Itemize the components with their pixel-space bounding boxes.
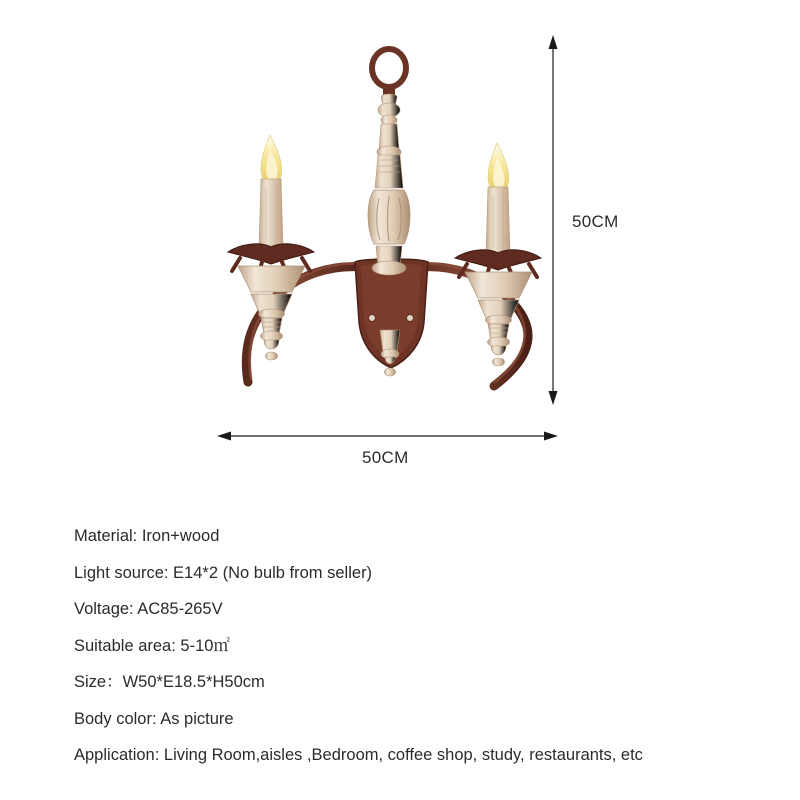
spec-size: Size：W50*E18.5*H50cm: [74, 673, 265, 691]
width-dimension-label: 50CM: [362, 448, 409, 467]
spec-material: Material: Iron+wood: [74, 527, 220, 545]
specification-list: [74, 528, 774, 764]
spec-application: Application: Living Room,aisles ,Bedroom, coffee shop, study, restaurants, etc: [74, 746, 643, 764]
spec-voltage: Voltage: AC85-265V: [74, 600, 223, 618]
spec-light-source: Light source: E14*2 (No bulb from seller): [74, 563, 373, 582]
left-candle-assembly: [228, 135, 314, 360]
spec-body-color: Body color: As picture: [74, 709, 234, 728]
hanging-ring: [372, 49, 406, 97]
height-dimension-label: 50CM: [572, 212, 619, 231]
spec-suitable-area: Suitable area: 5-10㎡: [74, 636, 230, 655]
